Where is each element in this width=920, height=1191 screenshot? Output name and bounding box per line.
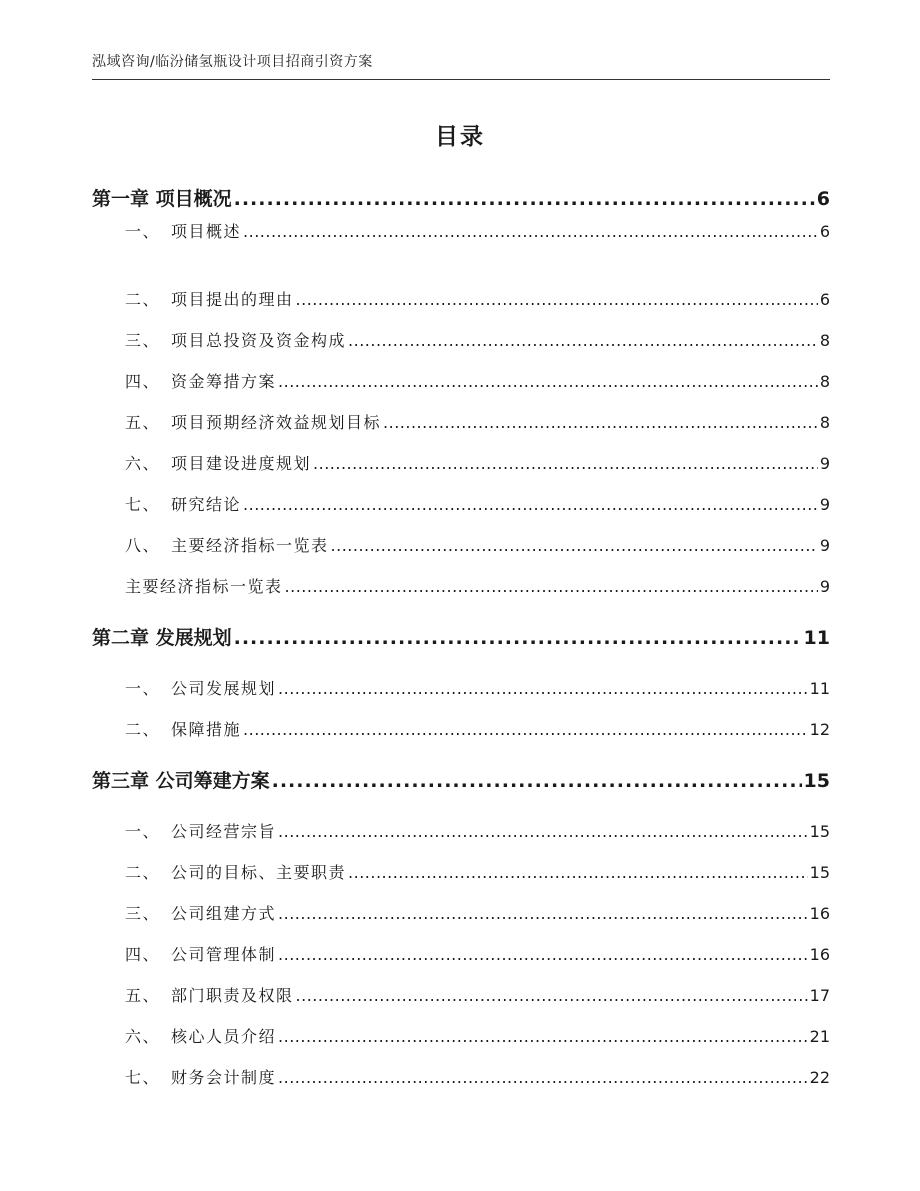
header-rule: [92, 79, 830, 80]
dot-leader: [278, 372, 818, 391]
section-number: 二、: [125, 720, 161, 739]
toc-title: 目录: [435, 124, 485, 150]
toc-section-1-8[interactable]: [125, 533, 830, 556]
toc-section-1-4[interactable]: [125, 369, 830, 392]
page-number: 22: [809, 1068, 830, 1087]
section-number: 四、: [125, 945, 161, 964]
section-title: 项目概述: [171, 222, 242, 241]
section-number: 五、: [125, 986, 161, 1005]
page-number: 6: [816, 188, 830, 210]
page-number: 8: [819, 413, 830, 432]
toc-section-1-3[interactable]: [125, 328, 830, 351]
page-number: 9: [819, 536, 830, 555]
dot-leader: [278, 904, 808, 923]
section-number: 一、: [125, 679, 161, 698]
toc-chapter-1[interactable]: [92, 184, 830, 211]
section-title: 主要经济指标一览表: [125, 577, 283, 596]
toc-section-1-7[interactable]: [125, 492, 830, 515]
section-title: 核心人员介绍: [171, 1027, 277, 1046]
section-number: 一、: [125, 822, 161, 841]
section-title: 公司的目标、主要职责: [171, 863, 347, 882]
dot-leader: [278, 679, 808, 698]
page-number: 15: [809, 822, 830, 841]
section-title: 公司经营宗旨: [171, 822, 277, 841]
toc-section-3-3[interactable]: [125, 901, 830, 924]
toc-section-1-9[interactable]: [125, 574, 830, 597]
section-title: 资金筹措方案: [171, 372, 277, 391]
section-title: 财务会计制度: [171, 1068, 277, 1087]
section-number: 二、: [125, 290, 161, 309]
dot-leader: [383, 413, 818, 432]
page-number: 15: [809, 863, 830, 882]
section-number: 六、: [125, 1027, 161, 1046]
section-title: 公司组建方式: [171, 904, 277, 923]
dot-leader: [234, 627, 802, 649]
page-number: 16: [809, 904, 830, 923]
dot-leader: [243, 495, 818, 514]
dot-leader: [243, 222, 818, 241]
chapter-label: 第一章 项目概况: [92, 188, 232, 210]
page-number: 8: [819, 331, 830, 350]
toc-section-1-2[interactable]: [125, 287, 830, 310]
section-title: 保障措施: [171, 720, 242, 739]
chapter-label: 第二章 发展规划: [92, 627, 232, 649]
section-number: 一、: [125, 222, 161, 241]
toc-section-3-7[interactable]: [125, 1065, 830, 1088]
dot-leader: [331, 536, 818, 555]
section-title: 项目总投资及资金构成: [171, 331, 347, 350]
section-title: 部门职责及权限: [171, 986, 294, 1005]
section-number: 五、: [125, 413, 161, 432]
section-title: 研究结论: [171, 495, 242, 514]
toc-section-1-6[interactable]: [125, 451, 830, 474]
dot-leader: [296, 290, 818, 309]
page-number: 9: [819, 454, 830, 473]
page-number: 11: [809, 679, 830, 698]
dot-leader: [243, 720, 808, 739]
dot-leader: [285, 577, 818, 596]
page-number: 9: [819, 577, 830, 596]
dot-leader: [348, 331, 818, 350]
section-title: 主要经济指标一览表: [171, 536, 329, 555]
dot-leader: [278, 1068, 808, 1087]
section-title: 项目建设进度规划: [171, 454, 312, 473]
section-number: 七、: [125, 1068, 161, 1087]
toc-section-2-2[interactable]: [125, 717, 830, 740]
dot-leader: [278, 945, 808, 964]
section-number: 八、: [125, 536, 161, 555]
chapter-label: 第三章 公司筹建方案: [92, 770, 270, 792]
section-number: 四、: [125, 372, 161, 391]
page-number: 16: [809, 945, 830, 964]
page-number: 9: [819, 495, 830, 514]
toc-section-3-5[interactable]: [125, 983, 830, 1006]
toc-section-2-1[interactable]: [125, 676, 830, 699]
page-number: 12: [809, 720, 830, 739]
section-title: 项目提出的理由: [171, 290, 294, 309]
page-number: 6: [819, 290, 830, 309]
page-number: 17: [809, 986, 830, 1005]
page-number: 15: [803, 770, 830, 792]
toc-chapter-2[interactable]: [92, 623, 830, 650]
toc-section-3-1[interactable]: [125, 819, 830, 842]
dot-leader: [272, 770, 802, 792]
dot-leader: [348, 863, 808, 882]
section-title: 项目预期经济效益规划目标: [171, 413, 382, 432]
section-number: 三、: [125, 904, 161, 923]
section-title: 公司发展规划: [171, 679, 277, 698]
toc-section-3-6[interactable]: [125, 1024, 830, 1047]
page-number: 6: [819, 222, 830, 241]
section-number: 七、: [125, 495, 161, 514]
section-number: 二、: [125, 863, 161, 882]
page-number: 21: [809, 1027, 830, 1046]
toc-section-3-4[interactable]: [125, 942, 830, 965]
toc-section-1-1[interactable]: [125, 219, 830, 242]
toc-chapter-3[interactable]: [92, 766, 830, 793]
dot-leader: [278, 822, 808, 841]
section-title: 公司管理体制: [171, 945, 277, 964]
section-number: 六、: [125, 454, 161, 473]
toc-section-3-2[interactable]: [125, 860, 830, 883]
dot-leader: [313, 454, 818, 473]
page-number: 11: [803, 627, 830, 649]
dot-leader: [234, 188, 815, 210]
toc-section-1-5[interactable]: [125, 410, 830, 433]
dot-leader: [278, 1027, 808, 1046]
section-number: 三、: [125, 331, 161, 350]
page-number: 8: [819, 372, 830, 391]
dot-leader: [296, 986, 808, 1005]
running-header: 泓域咨询/临汾储氢瓶设计项目招商引资方案: [92, 54, 373, 70]
